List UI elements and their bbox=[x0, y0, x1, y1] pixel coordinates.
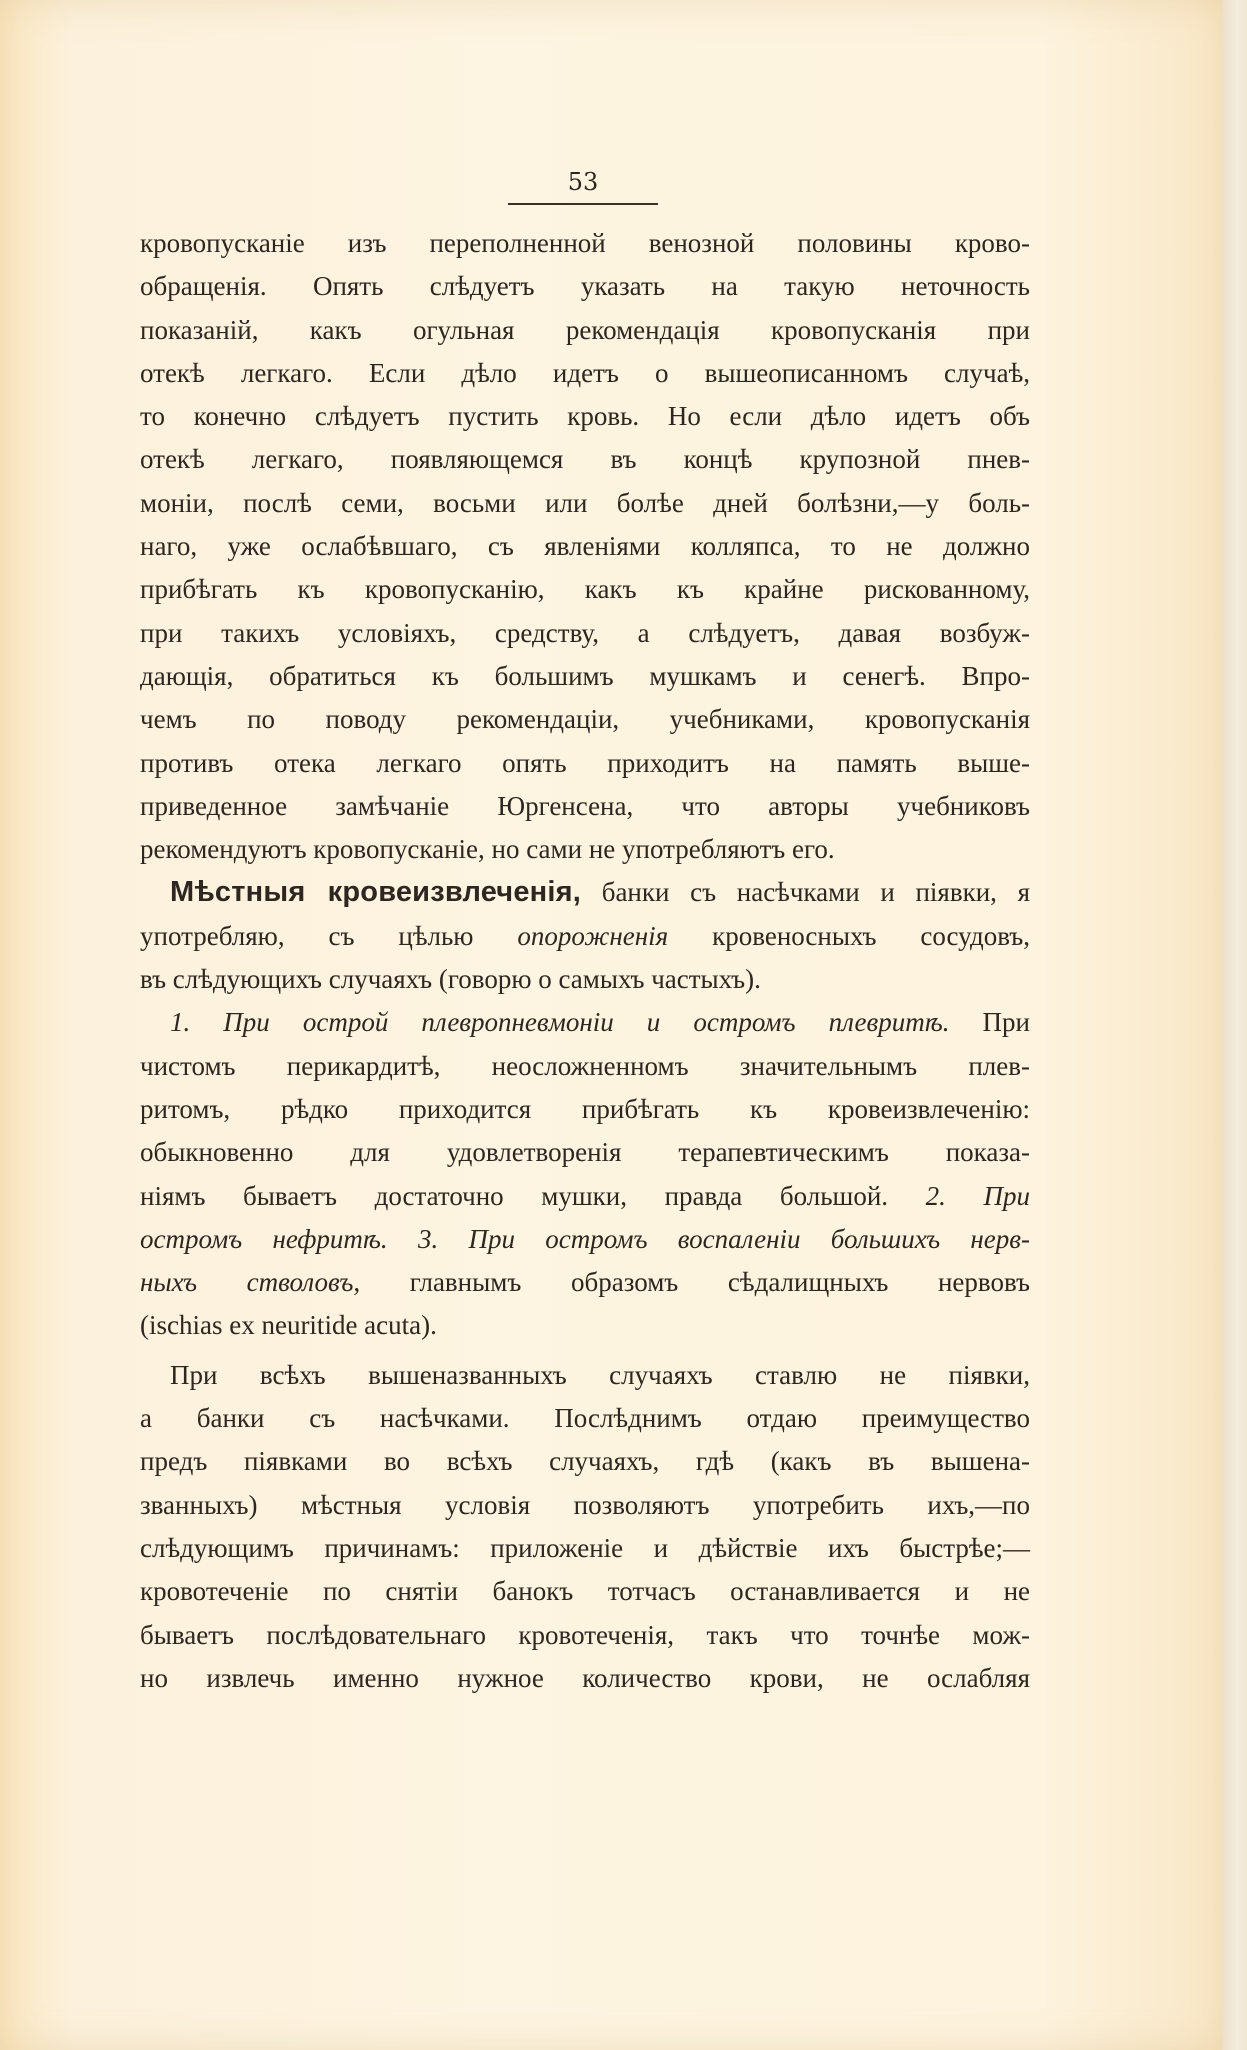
page-number-rule bbox=[508, 203, 658, 205]
text-line: слѣдующимъ причинамъ: приложеніе и дѣйствіе ихъ быстрѣе;— bbox=[140, 1532, 1030, 1563]
text-line: чемъ по поводу рекомендаціи, учебниками, кровопусканія bbox=[140, 704, 1030, 735]
text-line: кровотеченіе по снятіи банокъ тотчасъ останавливается и не bbox=[140, 1576, 1030, 1607]
text-line: предъ піявками во всѣхъ случаяхъ, гдѣ (какъ въ вышена- bbox=[140, 1446, 1030, 1477]
page-edge bbox=[1222, 0, 1247, 2050]
numbered-item-line: 1. При острой плевропневмоніи и остромъ плевритѣ. При bbox=[170, 1007, 1030, 1038]
text-line: при такихъ условіяхъ, средству, а слѣдуетъ, давая возбуж- bbox=[140, 617, 1030, 648]
text-line: то конечно слѣдуетъ пустить кровь. Но если дѣло идетъ объ bbox=[140, 401, 1030, 432]
text-line: показаній, какъ огульная рекомендація кровопусканія при bbox=[140, 314, 1030, 345]
page-number: 53 bbox=[567, 168, 599, 196]
text-line: прибѣгать къ кровопусканію, какъ къ крайне рискованному, bbox=[140, 574, 1030, 605]
text-line: ритомъ, рѣдко приходится прибѣгать къ кровеизвлеченію: bbox=[140, 1093, 1030, 1124]
section-heading-line: Мѣстныя кровеизвлеченія, банки съ насѣчками и піявки, я bbox=[170, 876, 1030, 909]
text-line: чистомъ перикардитѣ, неосложненномъ значительнымъ плев- bbox=[140, 1050, 1030, 1081]
text-line: въ слѣдующихъ случаяхъ (говорю о самыхъ частыхъ). bbox=[140, 964, 761, 995]
text-line: (ischias ex neuritide acuta). bbox=[140, 1310, 437, 1341]
text-line: приведенное замѣчаніе Юргенсена, что авторы учебниковъ bbox=[140, 790, 1030, 821]
text-line: званныхъ) мѣстныя условія позволяютъ употребить ихъ,—по bbox=[140, 1489, 1030, 1520]
text-line: а банки съ насѣчками. Послѣднимъ отдаю преимущество bbox=[140, 1403, 1030, 1434]
text-line: ніямъ бываетъ достаточно мушки, правда большой. 2. При bbox=[140, 1180, 1030, 1211]
text-line: отекѣ легкаго, появляющемся въ концѣ крупозной пнев- bbox=[140, 444, 1030, 475]
text-line: но извлечь именно нужное количество крови, не ослабляя bbox=[140, 1662, 1030, 1693]
text-line: употребляю, съ цѣлью опорожненія кровеносныхъ сосудовъ, bbox=[140, 920, 1030, 951]
text-line: обращенія. Опять слѣдуетъ указать на такую неточность bbox=[140, 271, 1030, 302]
text-line: дающія, обратиться къ большимъ мушкамъ и сенегѣ. Впро- bbox=[140, 660, 1030, 691]
text-line: кровопусканіе изъ переполненной венозной половины крово- bbox=[140, 228, 1030, 258]
page-text bbox=[140, 222, 1030, 1700]
text-line: ныхъ стволовъ, главнымъ образомъ сѣдалищныхъ нервовъ bbox=[140, 1267, 1030, 1298]
text-line: моніи, послѣ семи, восьми или болѣе дней болѣзни,—у боль- bbox=[140, 487, 1030, 518]
text-line: остромъ нефритѣ. 3. При остромъ воспаленіи большихъ нерв- bbox=[140, 1223, 1030, 1254]
text-line: наго, уже ослабѣвшаго, съ явленіями колляпса, то не должно bbox=[140, 531, 1030, 562]
text-line: бываетъ послѣдовательнаго кровотеченія, такъ что точнѣе мож- bbox=[140, 1619, 1030, 1650]
paragraph-start-line: При всѣхъ вышеназванныхъ случаяхъ ставлю не піявки, bbox=[170, 1359, 1030, 1390]
text-line: противъ отека легкаго опять приходитъ на память выше- bbox=[140, 747, 1030, 778]
text-line: обыкновенно для удовлетворенія терапевтическимъ показа- bbox=[140, 1137, 1030, 1168]
text-line: рекомендуютъ кровопусканіе, но сами не употребляютъ его. bbox=[140, 834, 835, 865]
text-line: отекѣ легкаго. Если дѣло идетъ о вышеописанномъ случаѣ, bbox=[140, 357, 1030, 388]
section-heading: Мѣстныя кровеизвлеченія, bbox=[170, 876, 582, 909]
